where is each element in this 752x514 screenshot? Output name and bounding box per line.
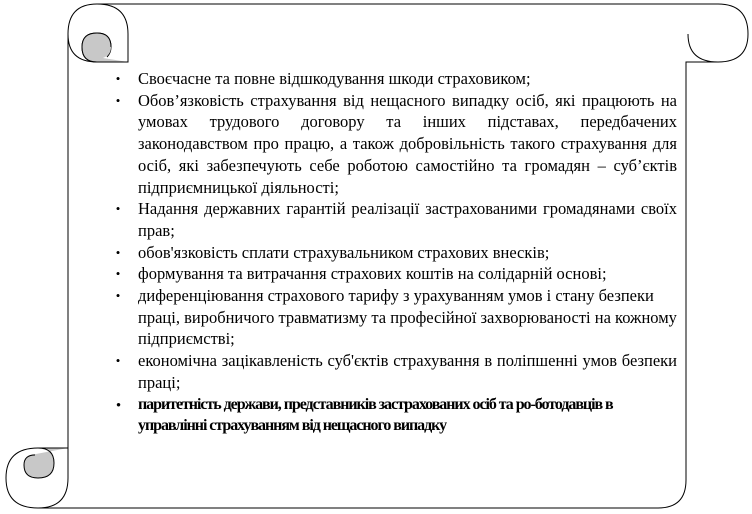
list-item-text: паритетність держави, представників застрахованих осіб та ро-ботодавців в управлінні страхуванням від нещасного випадку: [138, 395, 613, 435]
list-item: [105, 350, 677, 393]
principles-list-container: [105, 68, 677, 437]
list-item-text: обов'язковість сплати страхувальником страхових внесків;: [138, 242, 550, 262]
bullet-icon: •: [116, 396, 120, 412]
list-item: [105, 68, 677, 90]
list-item-text: формування та витрачання страхових коштів на солідарній основі;: [138, 264, 607, 284]
bullet-icon: •: [115, 201, 121, 217]
bullet-icon: •: [115, 266, 121, 282]
bullet-icon: •: [115, 71, 121, 86]
list-item-text: Своєчасне та повне відшкодування шкоди страховиком;: [138, 69, 531, 88]
list-item-text: диференціювання страхового тарифу з урахуванням умов і стану безпеки праці, виробничого травматизму та професійної захворюваності на кожному підприємстві;: [138, 286, 677, 349]
list-item: [105, 198, 677, 241]
list-item-text: Надання державних гарантій реалізації застрахованими громадянами своїх прав;: [138, 199, 677, 240]
bullet-icon: •: [115, 244, 121, 260]
list-item: [105, 285, 677, 350]
list-item-text: економічна зацікавленість суб'єктів страхування в поліпшенні умов безпеки праці;: [138, 351, 677, 392]
list-item-text: Обов’язковість страхування від нещасного випадку осіб, які працюють на умовах трудового договору та інших підставах, передбачених законодавством про працю, а також добровільність такого страхування для осіб, які забезпечують себе роботою самостійно та громадян – суб’єктів підприємницької діяльності;: [138, 90, 677, 197]
list-item: [105, 263, 677, 285]
list-item: [105, 394, 677, 437]
list-item: [105, 90, 677, 199]
bullet-icon: •: [115, 92, 121, 108]
list-item: [105, 242, 677, 264]
principles-list: [105, 68, 677, 437]
bullet-icon: •: [115, 353, 121, 369]
bullet-icon: •: [115, 288, 121, 304]
